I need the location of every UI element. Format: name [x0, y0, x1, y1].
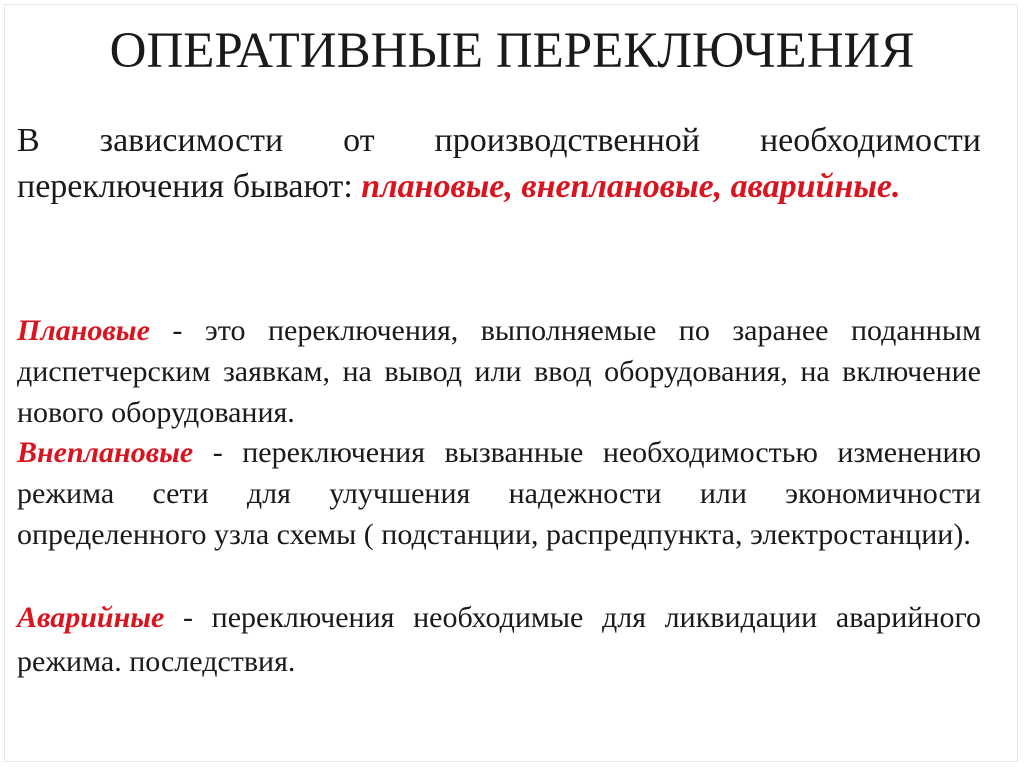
definition-emergency	[17, 596, 981, 684]
type-unplanned: внеплановые,	[521, 168, 723, 205]
definition-term: Внеплановые	[17, 436, 194, 469]
slide-title: ОПЕРАТИВНЫЕ ПЕРЕКЛЮЧЕНИЯ	[109, 23, 915, 79]
definition-planned	[17, 310, 981, 433]
definition-term: Плановые	[17, 314, 150, 347]
intro-paragraph	[17, 118, 981, 210]
definition-dash: -	[212, 436, 223, 469]
definition-text: переключения вызванные необходимостью изменению режима сети для улучшения надежности или экономичности определенного узла схемы ( подстанции, распредпункта, электростанции).	[17, 436, 982, 551]
definition-dash: -	[183, 601, 194, 634]
definition-text: переключения необходимые для ликвидации аварийного режима. последствия.	[17, 601, 981, 678]
type-planned: плановые,	[361, 168, 513, 205]
type-emergency: аварийные.	[730, 168, 901, 205]
definition-unplanned	[17, 432, 981, 555]
definition-dash: -	[172, 314, 183, 347]
definition-text: это переключения, выполняемые по заранее поданным диспетчерским заявкам, на вывод или ввод оборудования, на включение нового оборудования.	[17, 314, 981, 429]
intro-text: В зависимости от производственной необходимости переключения бывают:	[17, 122, 981, 205]
definition-term: Аварийные	[17, 601, 165, 634]
